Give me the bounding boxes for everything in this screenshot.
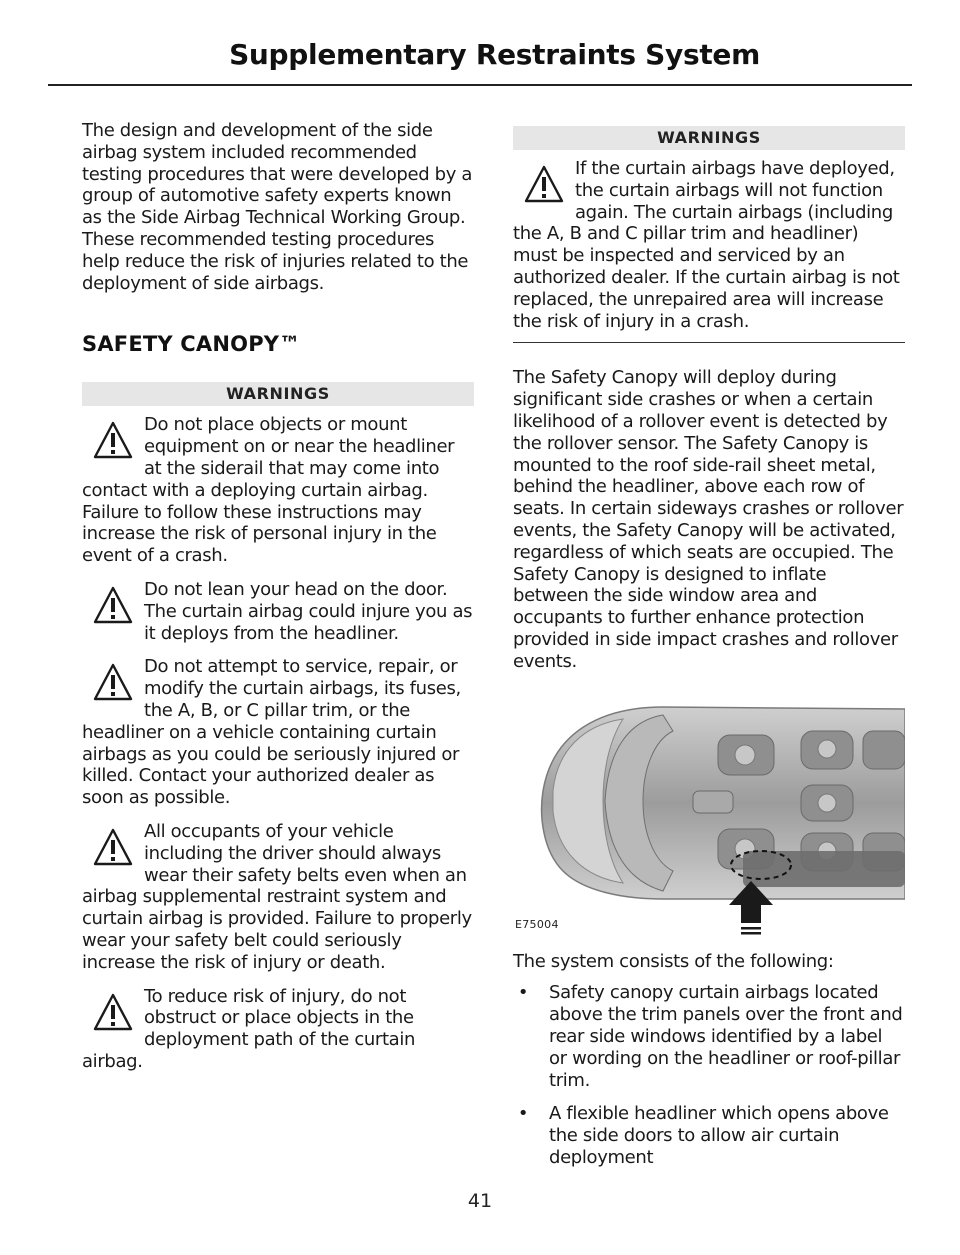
warning-item — [82, 414, 474, 567]
title-rule — [48, 84, 912, 86]
bullet-glyph: • — [517, 982, 529, 1004]
list-intro: The system consists of the following: — [513, 950, 834, 972]
right-column — [513, 120, 905, 1181]
warning-text: Do not lean your head on the door. The curtain airbag could injure you as it deploys from the headliner. — [144, 578, 473, 644]
car-top-view-icon — [513, 701, 905, 941]
warning-text: All occupants of your vehicle including the driver should always wear their safety belts even when an airbag supplemental restraint system and curtain airbag is provided. Failure to properly wear your safety belt could seriously increase the risk of injury or death. — [82, 820, 472, 973]
list-item — [513, 982, 905, 1091]
warning-item — [513, 158, 905, 332]
warning-triangle-icon — [92, 662, 134, 702]
component-list — [513, 982, 905, 1168]
bullet-glyph: • — [517, 1103, 529, 1125]
safety-canopy-paragraph: The Safety Canopy will deploy during significant side crashes or when a certain likelihood of a rollover event is detected by the rollover sensor. The Safety Canopy is mounted to the roof side-rail sheet metal, behind the headliner, above each row of seats. In certain sideways crashes or rollover events, the Safety Canopy will be activated, regardless of which seats are occupied. The Safety Canopy is designed to inflate between the side window area and occupants to further enhance protection provided in side impact crashes and rollover events. — [513, 367, 904, 672]
section-heading-safety-canopy: SAFETY CANOPY™ — [82, 332, 301, 357]
figure-id: E75004 — [515, 917, 559, 931]
warning-text: If the curtain airbags have deployed, the curtain airbags will not function again. The curtain airbags (including the A, B and C pillar trim and headliner) must be inspected and serviced by an authorized dealer. If the curtain airbag is not replaced, the unrepaired area will increase the risk of injury in a crash. — [513, 158, 900, 332]
list-item-text: Safety canopy curtain airbags located above the trim panels over the front and rear side windows identified by a label or wording on the headliner or roof-pillar trim. — [549, 982, 903, 1091]
warning-text: To reduce risk of injury, do not obstruct or place objects in the deployment path of the curtain airbag. — [82, 985, 416, 1072]
warning-item — [82, 579, 474, 644]
warning-item — [82, 656, 474, 809]
warnings-bar: WARNINGS — [82, 382, 474, 406]
warning-triangle-icon — [92, 992, 134, 1032]
warning-triangle-icon — [92, 420, 134, 460]
warnings-list — [82, 414, 474, 1072]
warning-triangle-icon — [92, 585, 134, 625]
left-column — [82, 120, 474, 1073]
warning-end-rule — [513, 342, 905, 343]
warning-item — [82, 986, 474, 1073]
page-number: 41 — [467, 1190, 493, 1212]
page-title: Supplementary Restraints System — [229, 38, 760, 71]
warning-text: Do not attempt to service, repair, or modify the curtain airbags, its fuses, the A, B, or C pillar trim, or the headliner on a vehicle containing curtain airbags as you could be seriously injured or killed. Contact your authorized dealer as soon as possible. — [82, 656, 461, 809]
list-item-text: A flexible headliner which opens above the side doors to allow air curtain deployment — [549, 1103, 889, 1168]
warnings-bar: WARNINGS — [513, 126, 905, 150]
warning-text: Do not place objects or mount equipment on or near the headliner at the siderail that may come into contact with a deploying curtain airbag. Failure to follow these instructions may increase the risk of personal injury in the event of a crash. — [82, 414, 455, 567]
warning-triangle-icon — [92, 827, 134, 867]
warning-item — [82, 821, 474, 974]
intro-paragraph: The design and development of the side airbag system included recommended testing procedures that were developed by a group of automotive safety experts known as the Side Airbag Technical Working Group. These recommended testing procedures help reduce the risk of injuries related to the deployment of side airbags. — [82, 120, 473, 294]
warning-triangle-icon — [523, 164, 565, 204]
list-item — [513, 1103, 905, 1168]
vehicle-overhead-illustration — [513, 701, 905, 941]
